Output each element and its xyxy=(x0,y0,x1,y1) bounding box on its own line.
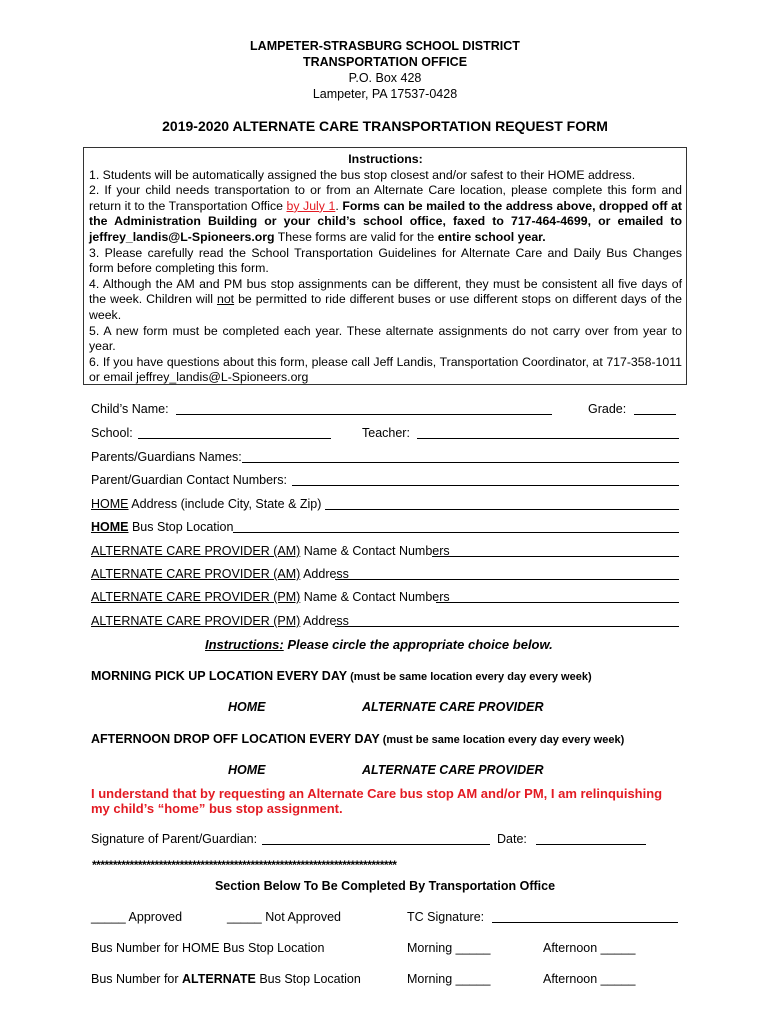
teacher-label: Teacher: xyxy=(362,426,410,440)
home-morning-field[interactable]: Morning _____ xyxy=(407,941,491,955)
instructions-text xyxy=(89,152,682,386)
date-label: Date: xyxy=(497,832,527,846)
acknowledgement-line-1: I understand that by requesting an Alternate Care bus stop AM and/or PM, I am relinquishing xyxy=(91,786,663,801)
pm-provider-address-label: ALTERNATE CARE PROVIDER (PM) Address xyxy=(91,614,349,628)
date-field[interactable] xyxy=(536,844,646,845)
home-bus-stop-label: HOME Bus Stop Location xyxy=(91,520,234,534)
alternate-bus-number-label: Bus Number for ALTERNATE Bus Stop Location xyxy=(91,972,361,986)
pm-provider-contact-field[interactable] xyxy=(436,602,679,603)
morning-pickup-label: MORNING PICK UP LOCATION EVERY DAY (must be same location every day every week) xyxy=(91,669,592,683)
signature-field[interactable] xyxy=(262,844,490,845)
alternate-afternoon-field[interactable]: Afternoon _____ xyxy=(543,972,636,986)
morning-provider-option[interactable]: ALTERNATE CARE PROVIDER xyxy=(362,700,544,714)
tc-signature-label: TC Signature: xyxy=(407,910,485,924)
afternoon-home-option[interactable]: HOME xyxy=(228,763,266,777)
home-bus-stop-field[interactable] xyxy=(233,532,679,533)
instruction-item-6: 6. If you have questions about this form, please call Jeff Landis, Transportation Coordinator, at 717-358-1011 or email jeffrey_landis@L-Spioneers.org xyxy=(89,354,682,385)
afternoon-provider-option[interactable]: ALTERNATE CARE PROVIDER xyxy=(362,763,544,777)
home-afternoon-field[interactable]: Afternoon _____ xyxy=(543,941,636,955)
circle-instructions: Instructions: Please circle the appropriate choice below. xyxy=(205,637,553,652)
instruction-item-4: 4. Although the AM and PM bus stop assignments can be different, they must be consistent all five days of the week. Children will not be permitted to ride different buses or use different stops on different days of the week. xyxy=(89,276,682,322)
school-field[interactable] xyxy=(138,438,331,439)
form-title: 2019-2020 ALTERNATE CARE TRANSPORTATION REQUEST FORM xyxy=(162,118,608,134)
morning-home-option[interactable]: HOME xyxy=(228,700,266,714)
office-section-title: Section Below To Be Completed By Transportation Office xyxy=(214,879,556,893)
am-provider-address-label: ALTERNATE CARE PROVIDER (AM) Address xyxy=(91,567,349,581)
instruction-item-2: 2. If your child needs transportation to or from an Alternate Care location, please complete this form and return it to the Transportation Office by July 1. Forms can be mailed to the address above, dropped off at the Administration Building or your child’s school office, faxed to 717-464-4699, or emailed to jeffrey_landis@L-Spioneers.org These forms are valid for the entire school year. xyxy=(89,183,682,244)
approved-option[interactable]: _____ Approved xyxy=(91,910,183,924)
grade-field[interactable] xyxy=(634,414,676,415)
tc-signature-field[interactable] xyxy=(492,922,678,923)
home-bus-number-label: Bus Number for HOME Bus Stop Location xyxy=(91,941,325,955)
signature-label: Signature of Parent/Guardian: xyxy=(91,832,258,846)
afternoon-dropoff-label: AFTERNOON DROP OFF LOCATION EVERY DAY (must be same location every day every week) xyxy=(91,732,625,746)
parents-names-field[interactable] xyxy=(242,462,679,463)
home-address-label: HOME Address (include City, State & Zip) xyxy=(91,497,322,511)
am-provider-address-field[interactable] xyxy=(335,579,679,580)
instruction-item-5: 5. A new form must be completed each year. These alternate assignments do not carry over from year to year. xyxy=(89,323,682,354)
am-provider-contact-field[interactable] xyxy=(432,556,679,557)
teacher-field[interactable] xyxy=(417,438,679,439)
po-box: P.O. Box 428 xyxy=(348,71,422,85)
parents-names-label: Parents/Guardians Names: xyxy=(91,450,242,464)
childs-name-field[interactable] xyxy=(176,414,552,415)
home-address-field[interactable] xyxy=(325,509,679,510)
acknowledgement-line-2: my child’s “home” bus stop assignment. xyxy=(91,801,343,816)
pm-provider-contact-label: ALTERNATE CARE PROVIDER (PM) Name & Contact Numbers xyxy=(91,590,450,604)
deadline-text: by July 1 xyxy=(286,198,336,213)
school-label: School: xyxy=(91,426,133,440)
pm-provider-address-field[interactable] xyxy=(335,626,679,627)
not-approved-option[interactable]: _____ Not Approved xyxy=(227,910,341,924)
instruction-item-1: 1. Students will be automatically assigned the bus stop closest and/or safest to their HOME address. xyxy=(89,167,636,182)
instructions-title: Instructions: xyxy=(348,152,423,166)
alternate-morning-field[interactable]: Morning _____ xyxy=(407,972,491,986)
office-name: TRANSPORTATION OFFICE xyxy=(302,55,468,69)
grade-label: Grade: xyxy=(588,402,627,416)
contact-numbers-label: Parent/Guardian Contact Numbers: xyxy=(91,473,287,487)
contact-numbers-field[interactable] xyxy=(292,485,679,486)
childs-name-label: Child’s Name: xyxy=(91,402,169,416)
am-provider-contact-label: ALTERNATE CARE PROVIDER (AM) Name & Contact Numbers xyxy=(91,544,450,558)
instruction-item-3: 3. Please carefully read the School Transportation Guidelines for Alternate Care and Daily Bus Changes form before completing this form. xyxy=(89,245,682,276)
separator-stars: ************************************************************************* xyxy=(92,858,397,872)
district-name: LAMPETER-STRASBURG SCHOOL DISTRICT xyxy=(250,39,520,53)
city-address: Lampeter, PA 17537-0428 xyxy=(312,87,458,101)
